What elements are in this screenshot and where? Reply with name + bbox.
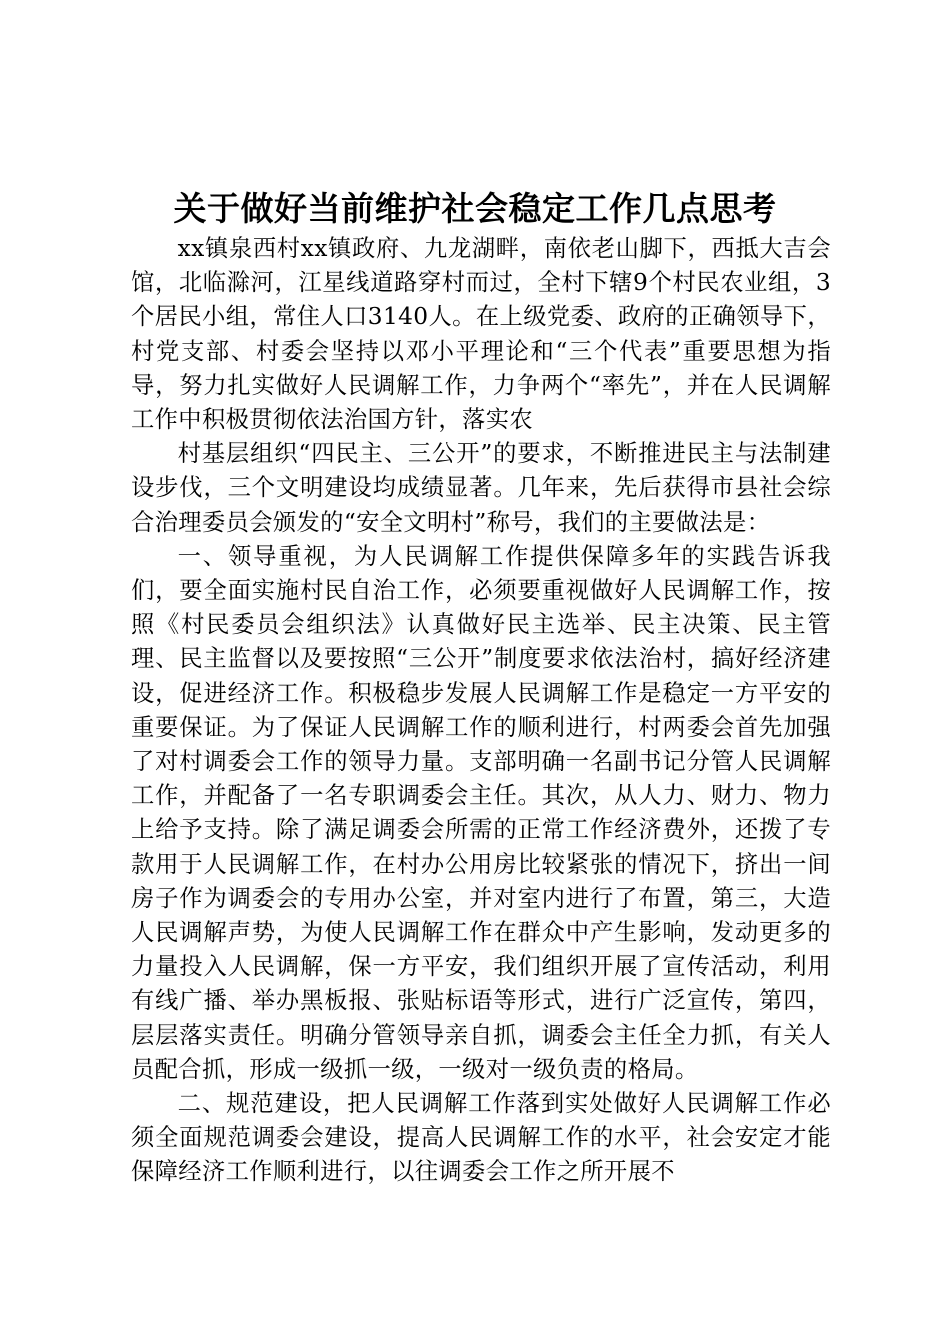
paragraph-section-one: 一、领导重视，为人民调解工作提供保障多年的实践告诉我们，要全面实施村民自治工作，必须要重视做好人民调解工作，按照《村民委员会组织法》认真做好民主选举、民主决策、民主管理、民主监督以及要按照“三公开”制度要求依法治村，搞好经济建设，促进经济工作。积极稳步发展人民调解工作是稳定一方平安的重要保证。为了保证人民调解工作的顺利进行，村两委会首先加强了对村调委会工作的领导力量。支部明确一名副书记分管人民调解工作，并配备了一名专职调委会主任。其次，从人力、财力、物力上给予支持。除了满足调委会所需的正常工作经济费外，还拨了专款用于人民调解工作，在村办公用房比较紧张的情况下，挤出一间房子作为调委会的专用办公室，并对室内进行了布置，第三，大造人民调解声势，为使人民调解工作在群众中产生影响，发动更多的力量投入人民调解，保一方平安，我们组织开展了宣传活动，利用有线广播、举办黑板报、张贴标语等形式，进行广泛宣传，第四，层层落实责任。明确分管领导亲自抓，调委会主任全力抓，有关人员配合抓，形成一级抓一级，一级对一级负责的格局。 xyxy=(131,542,831,1083)
paragraph-section-two: 二、规范建设，把人民调解工作落到实处做好人民调解工作必须全面规范调委会建设，提高人民调解工作的水平，社会安定才能保障经济工作顺利进行，以往调委会工作之所开展不 xyxy=(131,1090,831,1186)
paragraph-main-practices: 村基层组织“四民主、三公开”的要求，不断推进民主与法制建设步伐，三个文明建设均成绩显著。几年来，先后获得市县社会综合治理委员会颁发的“安全文明村”称号，我们的主要做法是： xyxy=(131,440,831,536)
document-body xyxy=(131,232,831,1190)
document-title: 关于做好当前维护社会稳定工作几点思考 xyxy=(173,189,777,228)
paragraph-intro: xx镇泉西村xx镇政府、九龙湖畔，南依老山脚下，西抵大吉会馆，北临滁河，江星线道路穿村而过，全村下辖9个村民农业组，3个居民小组，常住人口3140人。在上级党委、政府的正确领导下，村党支部、村委会坚持以邓小平理论和“三个代表”重要思想为指导，努力扎实做好人民调解工作，力争两个“率先”，并在人民调解工作中积极贯彻依法治国方针，落实农 xyxy=(131,235,831,434)
